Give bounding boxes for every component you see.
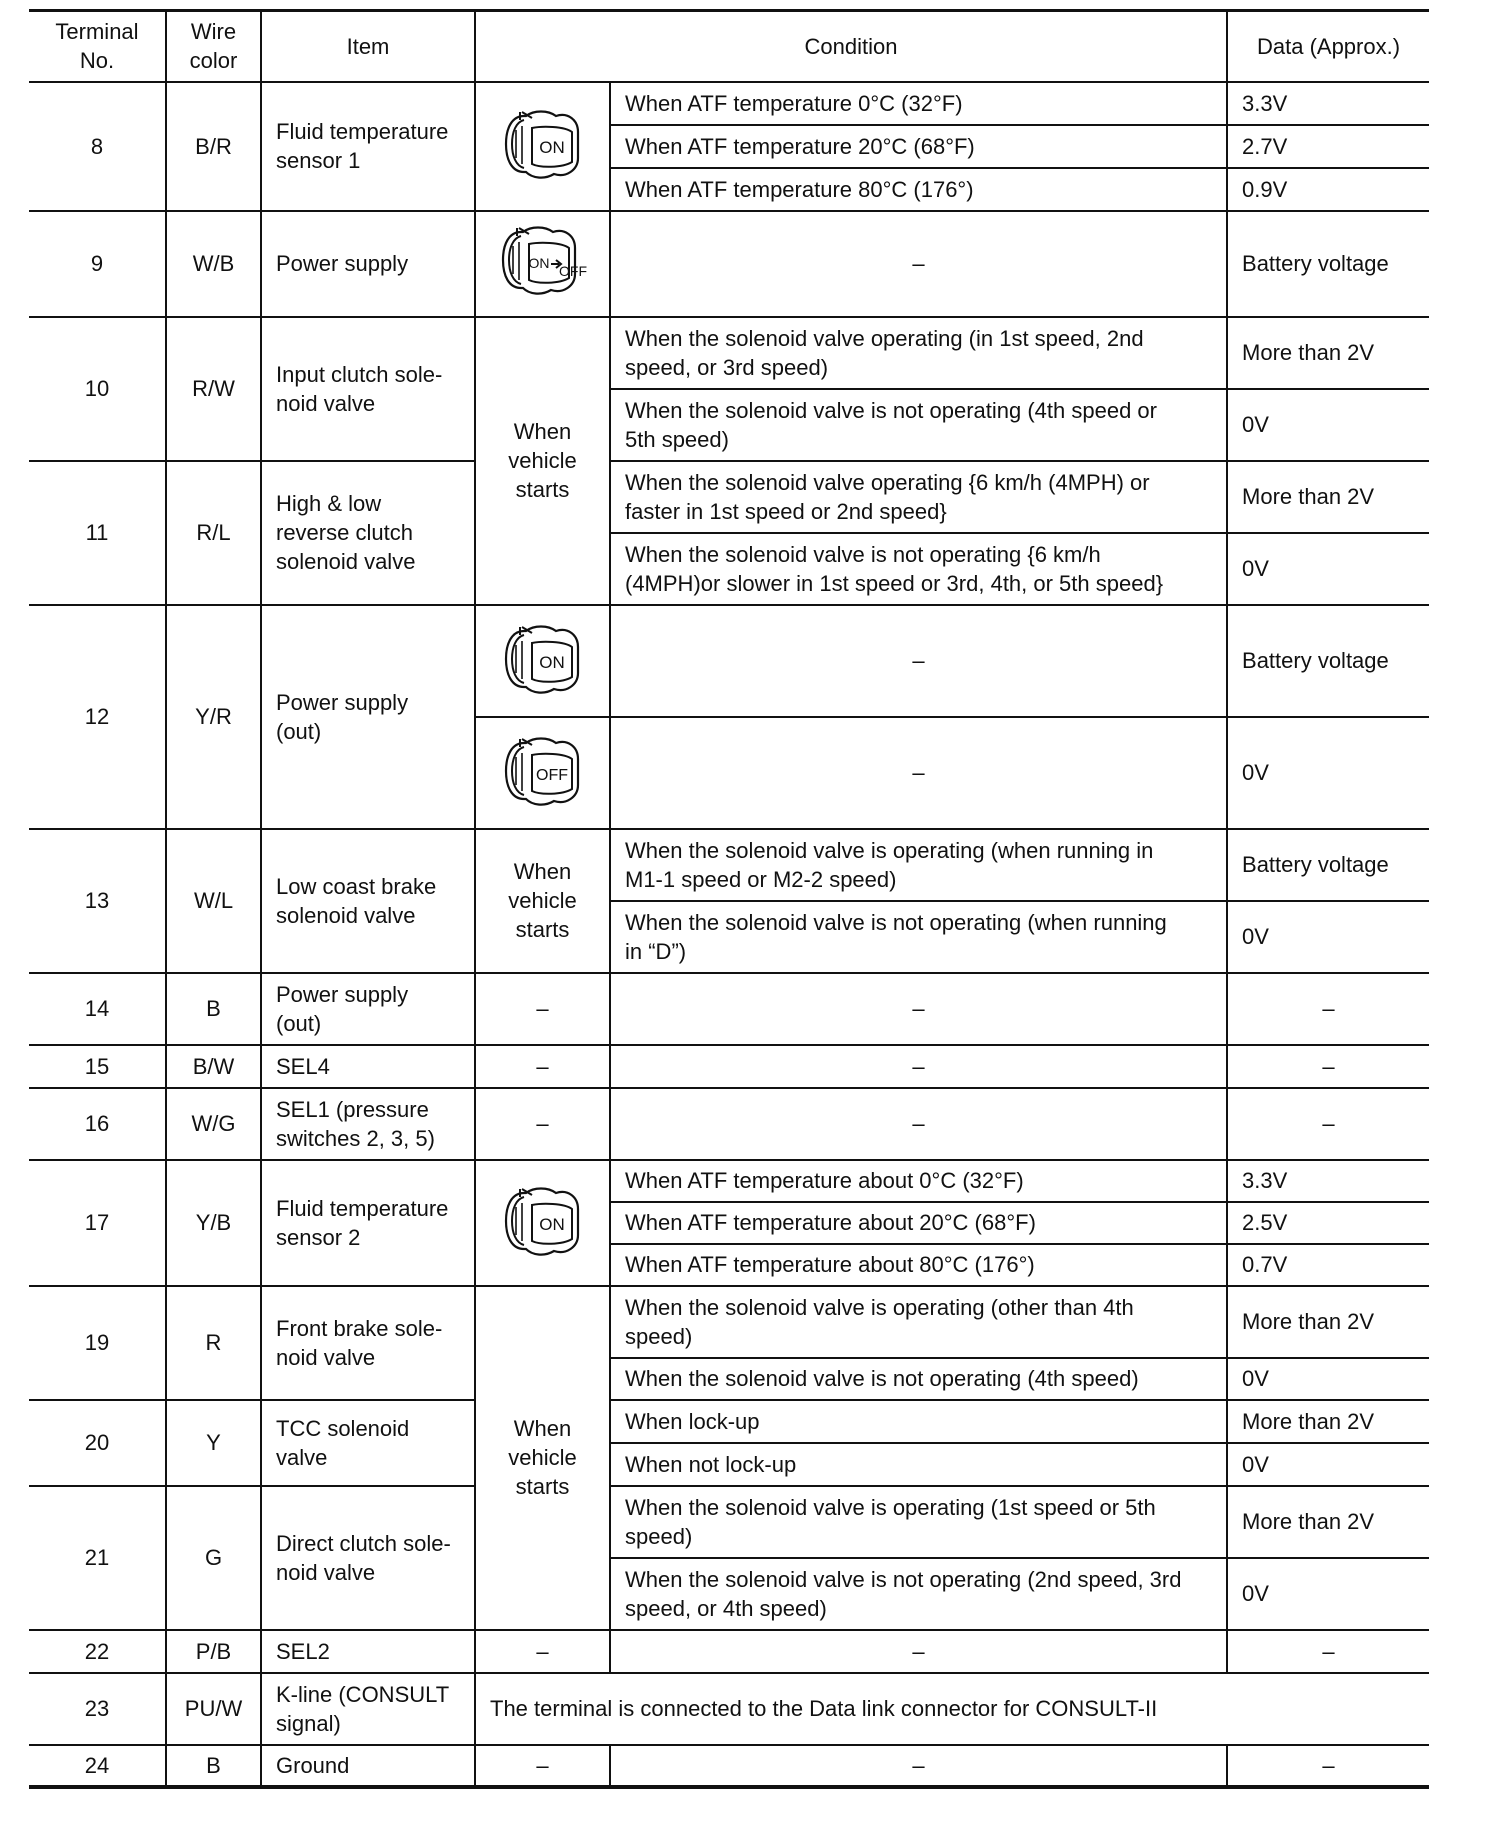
ignition-on-to-off-icon xyxy=(475,211,610,317)
wire-color: W/B xyxy=(166,211,261,317)
condition-cell: When the solenoid valve is not operating {6 km/h (4MPH)or slower in 1st speed or 3rd, 4th, or 5th speed} xyxy=(610,533,1227,605)
condition-cell: When the solenoid valve is not operating (when running in “D”) xyxy=(610,901,1227,973)
data-value: 0V xyxy=(1227,1358,1429,1400)
condition-cell: When lock-up xyxy=(610,1400,1227,1443)
item-name: Power supply xyxy=(261,211,475,317)
when-vehicle-starts: When vehicle starts xyxy=(475,1286,610,1630)
table-row xyxy=(29,1045,1429,1088)
item-name: TCC solenoid valve xyxy=(261,1400,475,1486)
terminal-data-table xyxy=(29,9,1429,1789)
data-value: 3.3V xyxy=(1227,82,1429,125)
data-value: 0.9V xyxy=(1227,168,1429,211)
data-value: – xyxy=(1227,1630,1429,1673)
wire-color: G xyxy=(166,1486,261,1630)
table-row xyxy=(29,1160,1429,1202)
wire-color: R xyxy=(166,1286,261,1400)
item-name: Fluid temperature sensor 1 xyxy=(261,82,475,211)
condition-cell: – xyxy=(610,1745,1227,1787)
table-row xyxy=(29,82,1429,125)
condition-cell: When the solenoid valve is not operating (4th speed) xyxy=(610,1358,1227,1400)
data-value: 0V xyxy=(1227,901,1429,973)
table-row xyxy=(29,461,1429,533)
terminal-no: 10 xyxy=(29,317,166,461)
data-value: 3.3V xyxy=(1227,1160,1429,1202)
data-value: 2.5V xyxy=(1227,1202,1429,1244)
ignition-cell: – xyxy=(475,1045,610,1088)
data-value: – xyxy=(1227,1045,1429,1088)
header-wire-color: Wire color xyxy=(166,11,261,82)
table-row xyxy=(29,1400,1429,1443)
item-name: SEL2 xyxy=(261,1630,475,1673)
data-value: Battery voltage xyxy=(1227,211,1429,317)
item-name: Fluid temperature sensor 2 xyxy=(261,1160,475,1286)
ignition-cell: – xyxy=(475,1630,610,1673)
wire-color: B/W xyxy=(166,1045,261,1088)
condition-cell: When ATF temperature 80°C (176°) xyxy=(610,168,1227,211)
condition-cell: – xyxy=(610,973,1227,1045)
table-row xyxy=(29,1286,1429,1358)
terminal-no: 22 xyxy=(29,1630,166,1673)
condition-cell: – xyxy=(610,1630,1227,1673)
item-name: High & low reverse clutch solenoid valve xyxy=(261,461,475,605)
condition-cell: When the solenoid valve is operating (when running in M1-1 speed or M2-2 speed) xyxy=(610,829,1227,901)
condition-cell: – xyxy=(610,1088,1227,1160)
condition-cell: – xyxy=(610,1045,1227,1088)
table-row xyxy=(29,829,1429,901)
svg-text:ON: ON xyxy=(538,652,565,672)
terminal-no: 24 xyxy=(29,1745,166,1787)
data-value: – xyxy=(1227,1088,1429,1160)
data-value: More than 2V xyxy=(1227,317,1429,389)
terminal-no: 15 xyxy=(29,1045,166,1088)
wire-color: R/W xyxy=(166,317,261,461)
wire-color: W/L xyxy=(166,829,261,973)
ignition-cell: – xyxy=(475,1088,610,1160)
condition-cell: When ATF temperature 0°C (32°F) xyxy=(610,82,1227,125)
table-header-row xyxy=(29,11,1429,82)
header-item: Item xyxy=(261,11,475,82)
condition-cell: When the solenoid valve is not operating (2nd speed, 3rd speed, or 4th speed) xyxy=(610,1558,1227,1630)
svg-text:ON: ON xyxy=(528,254,549,271)
table-row xyxy=(29,605,1429,717)
condition-cell: When ATF temperature about 20°C (68°F) xyxy=(610,1202,1227,1244)
terminal-no: 20 xyxy=(29,1400,166,1486)
item-name: Direct clutch sole- noid valve xyxy=(261,1486,475,1630)
ignition-cell: – xyxy=(475,1745,610,1787)
item-name: Power supply (out) xyxy=(261,973,475,1045)
header-condition: Condition xyxy=(475,11,1227,82)
ignition-on-icon xyxy=(475,1160,610,1286)
data-value: 2.7V xyxy=(1227,125,1429,168)
connection-note: The terminal is connected to the Data link connector for CONSULT-II xyxy=(475,1673,1429,1745)
wire-color: W/G xyxy=(166,1088,261,1160)
condition-cell: When ATF temperature 20°C (68°F) xyxy=(610,125,1227,168)
data-value: More than 2V xyxy=(1227,461,1429,533)
wire-color: R/L xyxy=(166,461,261,605)
terminal-no: 9 xyxy=(29,211,166,317)
item-name: Ground xyxy=(261,1745,475,1787)
terminal-no: 11 xyxy=(29,461,166,605)
wire-color: B xyxy=(166,973,261,1045)
when-vehicle-starts: When vehicle starts xyxy=(475,829,610,973)
header-data: Data (Approx.) xyxy=(1227,11,1429,82)
terminal-no: 19 xyxy=(29,1286,166,1400)
wire-color: Y xyxy=(166,1400,261,1486)
data-value: 0V xyxy=(1227,717,1429,829)
ignition-on-icon xyxy=(475,605,610,717)
data-value: – xyxy=(1227,973,1429,1045)
table-row xyxy=(29,973,1429,1045)
condition-cell: When ATF temperature about 0°C (32°F) xyxy=(610,1160,1227,1202)
header-terminal-no: Terminal No. xyxy=(29,11,166,82)
data-value: 0.7V xyxy=(1227,1244,1429,1286)
data-value: Battery voltage xyxy=(1227,829,1429,901)
item-name: SEL1 (pressure switches 2, 3, 5) xyxy=(261,1088,475,1160)
terminal-no: 13 xyxy=(29,829,166,973)
svg-text:OFF: OFF xyxy=(558,262,587,279)
terminal-no: 12 xyxy=(29,605,166,829)
condition-cell: – xyxy=(610,605,1227,717)
terminal-no: 16 xyxy=(29,1088,166,1160)
table-row xyxy=(29,211,1429,317)
wire-color: Y/B xyxy=(166,1160,261,1286)
data-value: – xyxy=(1227,1745,1429,1787)
data-value: More than 2V xyxy=(1227,1286,1429,1358)
item-name: SEL4 xyxy=(261,1045,475,1088)
table-row xyxy=(29,1630,1429,1673)
wire-color: PU/W xyxy=(166,1673,261,1745)
wire-color: P/B xyxy=(166,1630,261,1673)
condition-cell: When ATF temperature about 80°C (176°) xyxy=(610,1244,1227,1286)
condition-cell: When the solenoid valve is not operating (4th speed or 5th speed) xyxy=(610,389,1227,461)
wire-color: B xyxy=(166,1745,261,1787)
condition-cell: When the solenoid valve is operating (other than 4th speed) xyxy=(610,1286,1227,1358)
data-value: More than 2V xyxy=(1227,1486,1429,1558)
terminal-no: 17 xyxy=(29,1160,166,1286)
condition-cell: When the solenoid valve operating (in 1st speed, 2nd speed, or 3rd speed) xyxy=(610,317,1227,389)
condition-cell: – xyxy=(610,717,1227,829)
table-row xyxy=(29,1486,1429,1558)
item-name: Input clutch sole- noid valve xyxy=(261,317,475,461)
item-name: Low coast brake solenoid valve xyxy=(261,829,475,973)
table-row xyxy=(29,317,1429,389)
data-value: 0V xyxy=(1227,533,1429,605)
terminal-data-table-sheet xyxy=(29,9,1429,1799)
ignition-on-icon xyxy=(475,82,610,211)
ignition-cell: – xyxy=(475,973,610,1045)
table-row xyxy=(29,1088,1429,1160)
when-vehicle-starts: When vehicle starts xyxy=(475,317,610,605)
svg-text:OFF: OFF xyxy=(535,766,568,784)
condition-cell: When the solenoid valve operating {6 km/h (4MPH) or faster in 1st speed or 2nd speed} xyxy=(610,461,1227,533)
terminal-no: 8 xyxy=(29,82,166,211)
ignition-off-icon xyxy=(475,717,610,829)
wire-color: Y/R xyxy=(166,605,261,829)
condition-cell: When the solenoid valve is operating (1st speed or 5th speed) xyxy=(610,1486,1227,1558)
data-value: More than 2V xyxy=(1227,1400,1429,1443)
data-value: Battery voltage xyxy=(1227,605,1429,717)
wire-color: B/R xyxy=(166,82,261,211)
table-row xyxy=(29,1745,1429,1787)
data-value: 0V xyxy=(1227,389,1429,461)
data-value: 0V xyxy=(1227,1443,1429,1486)
svg-text:ON: ON xyxy=(538,1214,565,1234)
item-name: Front brake sole- noid valve xyxy=(261,1286,475,1400)
item-name: K-line (CONSULT signal) xyxy=(261,1673,475,1745)
condition-cell: When not lock-up xyxy=(610,1443,1227,1486)
terminal-no: 21 xyxy=(29,1486,166,1630)
item-name: Power supply (out) xyxy=(261,605,475,829)
table-row xyxy=(29,1673,1429,1745)
terminal-no: 14 xyxy=(29,973,166,1045)
terminal-no: 23 xyxy=(29,1673,166,1745)
svg-text:ON: ON xyxy=(538,138,565,157)
data-value: 0V xyxy=(1227,1558,1429,1630)
condition-cell: – xyxy=(610,211,1227,317)
